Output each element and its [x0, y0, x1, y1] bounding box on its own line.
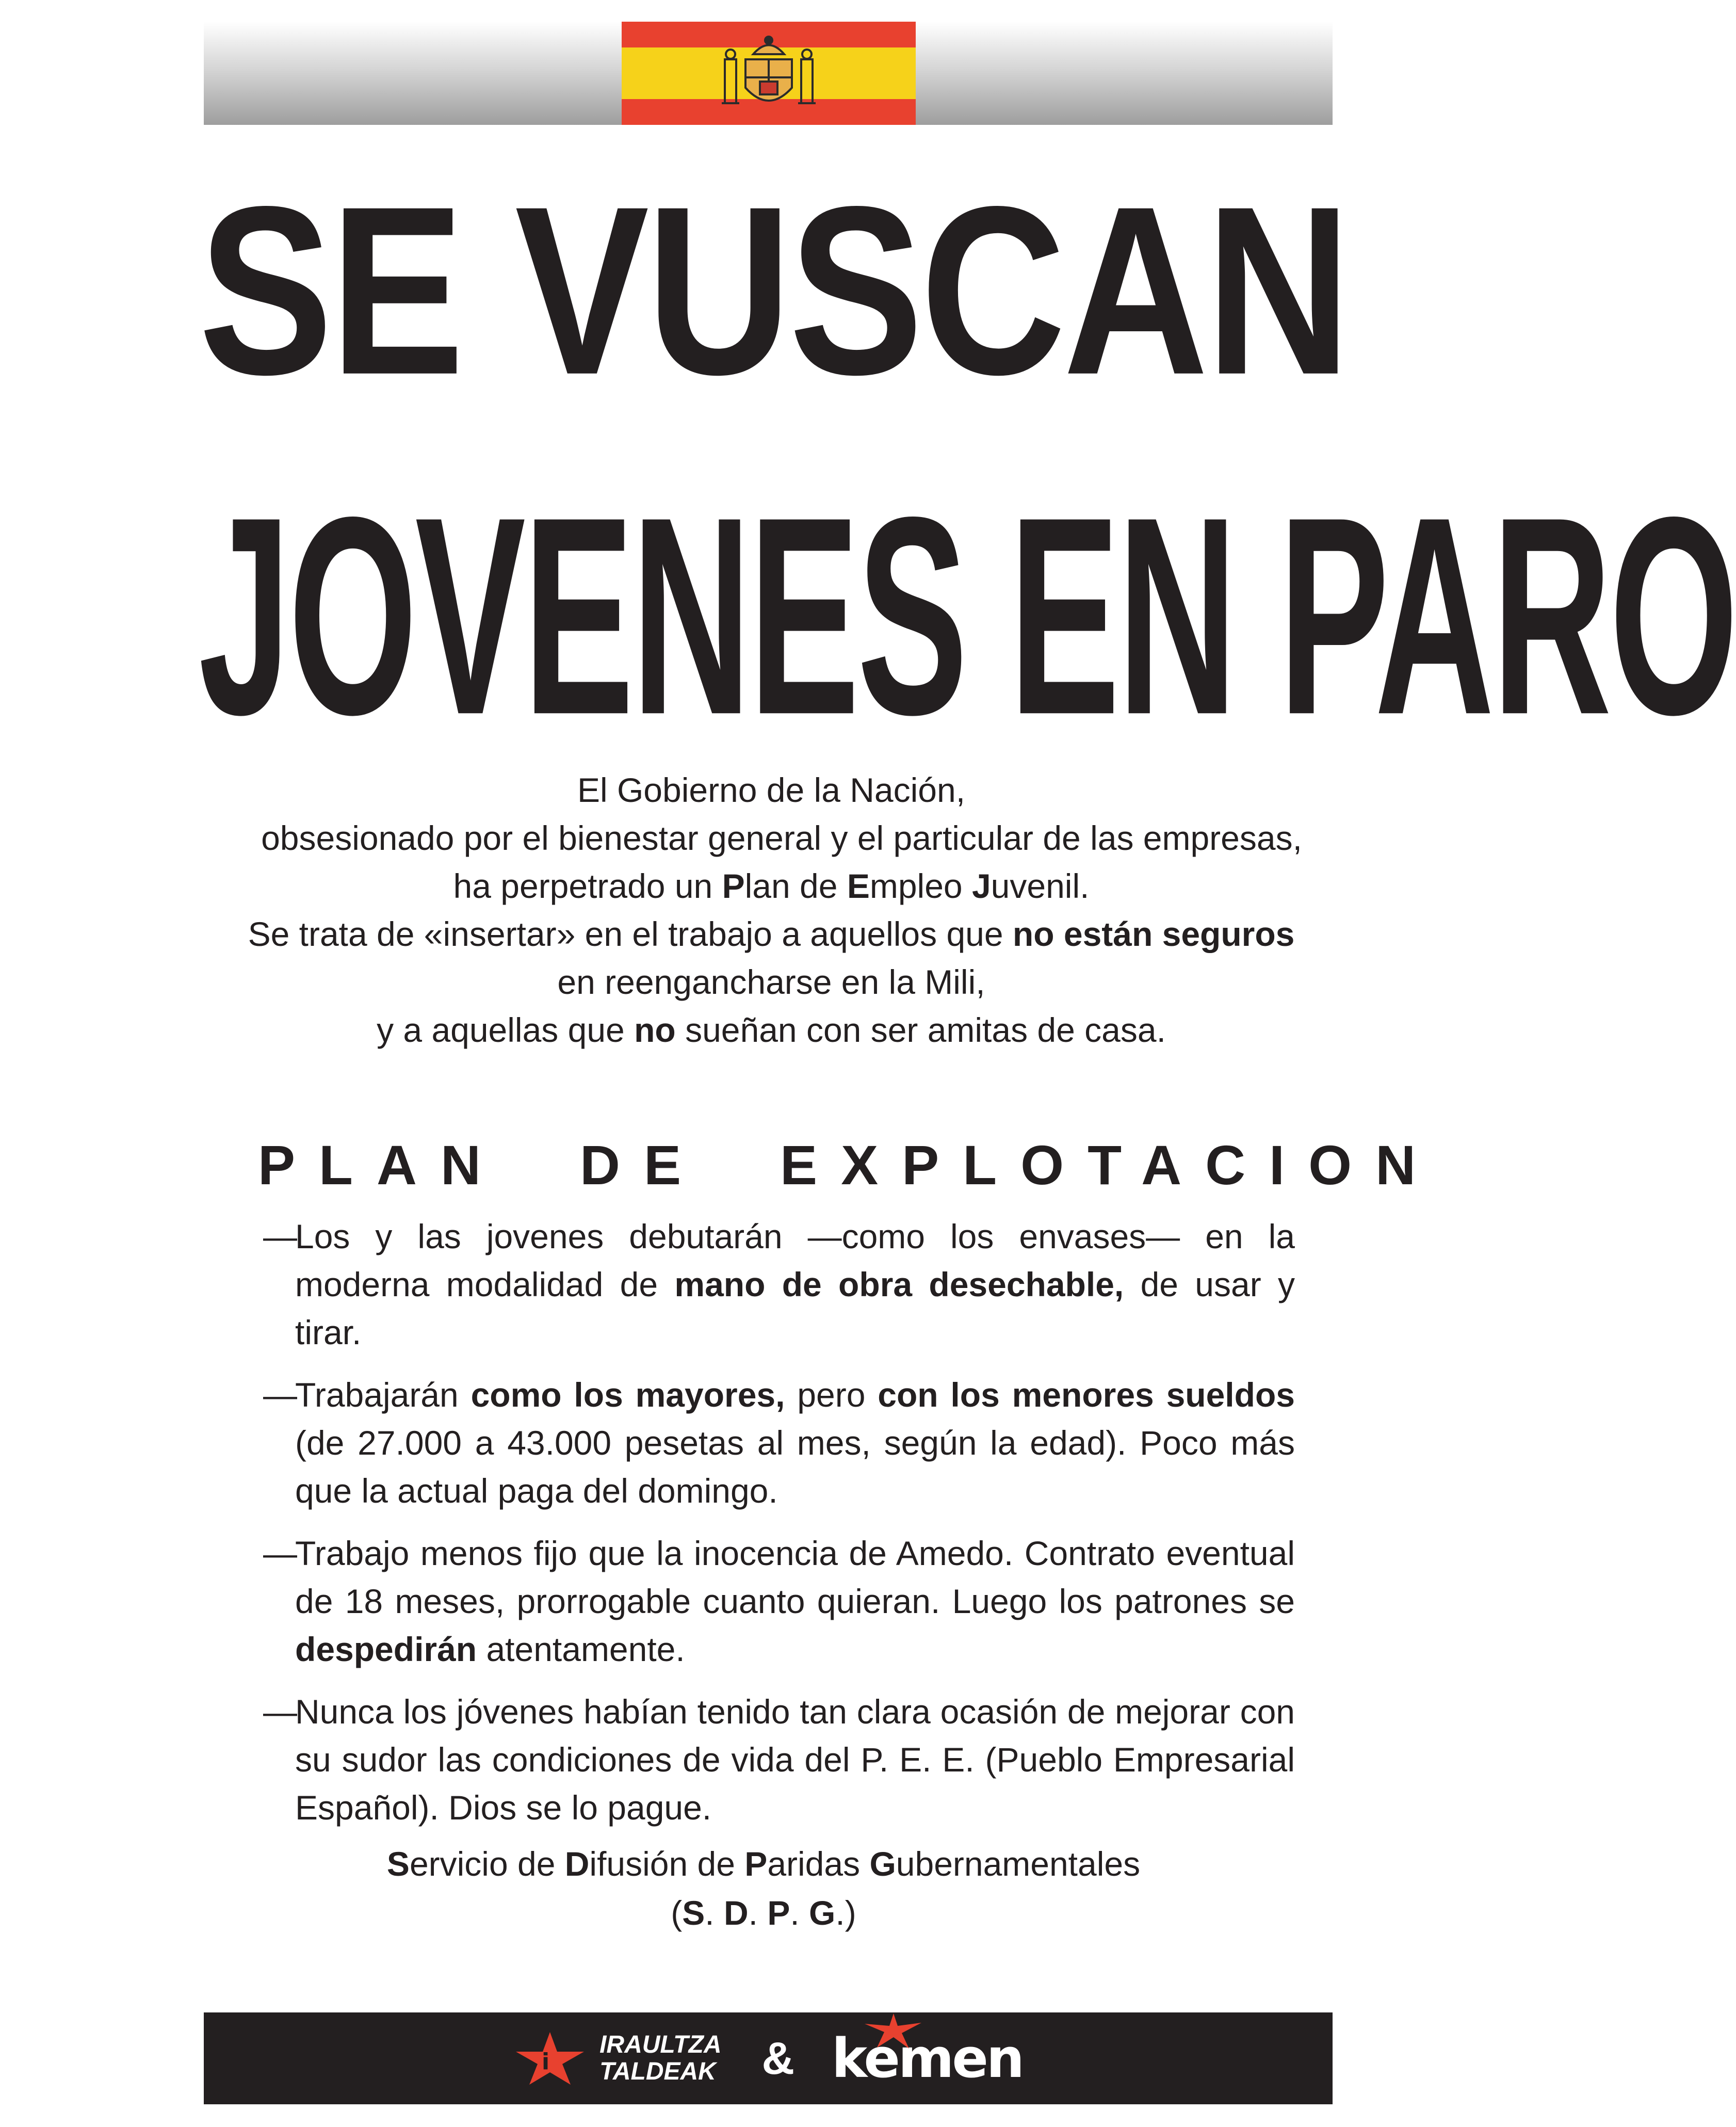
intro-line: El Gobierno de la Nación, — [577, 771, 966, 809]
list-item: — Trabajarán como los mayores, pero con los menores sueldos (de 27.000 a 43.000 pesetas al mes, según la edad). Poco más que la actual paga del domingo. — [263, 1371, 1295, 1515]
signature — [258, 1840, 1269, 1938]
item-dash: — — [263, 1376, 297, 1414]
kemen-logo — [832, 2027, 1023, 2090]
intro-line: ha perpetrado un Plan de Empleo Juvenil. — [453, 867, 1090, 905]
intro-line: Se trata de «insertar» en el trabajo a aquellos que no están seguros — [248, 915, 1295, 953]
item-dash: — — [263, 1217, 297, 1255]
plan-list — [263, 1213, 1295, 1846]
org1-line1: IRAULTZA — [599, 2031, 722, 2058]
plan-title: PLAN DE EXPLOTACION — [258, 1134, 1440, 1196]
footer-bar — [204, 2012, 1333, 2104]
coat-of-arms-icon — [715, 31, 823, 116]
intro-line: en reengancharse en la Mili, — [557, 963, 985, 1001]
intro-line: y a aquellas que no sueñan con ser amitas de casa. — [377, 1011, 1166, 1049]
item-dash: — — [263, 1693, 297, 1731]
org1-line2: TALDEAK — [599, 2058, 716, 2085]
iraultza-taldeak-logo — [514, 2030, 721, 2087]
red-star-icon — [514, 2030, 586, 2087]
headline-line-1: SE VUSCAN — [199, 156, 1349, 425]
signature-abbreviation: (S. D. P. G.) — [671, 1894, 856, 1932]
signature-name: Servicio de Difusión de Paridas Gubernamentales — [386, 1845, 1141, 1883]
intro-paragraph — [196, 766, 1346, 1054]
list-item: — Trabajo menos fijo que la inocencia de Amedo. Contrato eventual de 18 meses, prorrogable cuanto quieran. Luego los patrones se despedirán atentamente. — [263, 1529, 1295, 1673]
ampersand: & — [761, 2033, 795, 2084]
intro-line: obsesionado por el bienestar general y el particular de las empresas, — [261, 819, 1302, 857]
headline-line-2: JOVENES EN PARO — [199, 458, 1736, 774]
org2-name: kemen — [832, 2027, 1023, 2090]
red-star-icon — [862, 2012, 923, 2050]
svg-text:i: i — [542, 2049, 550, 2075]
spain-flag-icon — [622, 22, 916, 125]
list-item: — Los y las jovenes debutarán —como los envases— en la moderna modalidad de mano de obra desechable, de usar y tirar. — [263, 1213, 1295, 1357]
list-item: — Nunca los jóvenes habían tenido tan clara ocasión de mejorar con su sudor las condiciones de vida del P. E. E. (Pueblo Empresarial Español). Dios se lo pague. — [263, 1688, 1295, 1832]
item-dash: — — [263, 1534, 297, 1572]
